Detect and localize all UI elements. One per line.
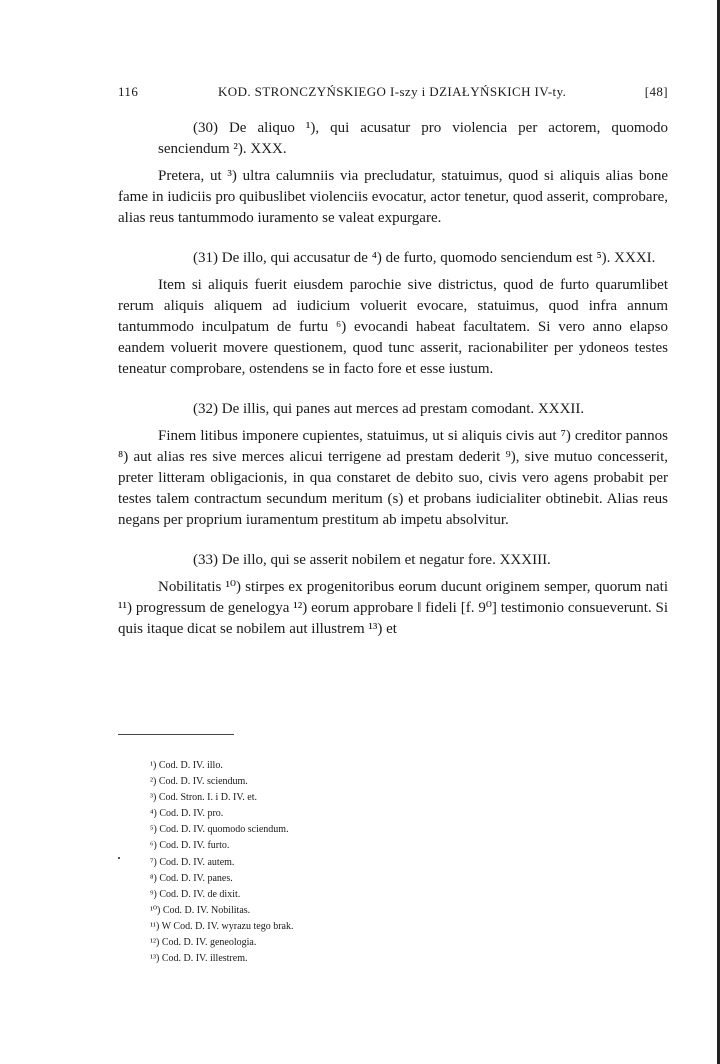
footnote: ¹²) Cod. D. IV. geneologia. (150, 937, 257, 949)
footnote: ⁸) Cod. D. IV. panes. (150, 872, 233, 884)
footnote: ⁵) Cod. D. IV. quomodo sciendum. (150, 824, 289, 836)
footnote: ⁴) Cod. D. IV. pro. (150, 808, 224, 820)
footnote: ⁶) Cod. D. IV. furto. (150, 840, 230, 852)
footnote: ³) Cod. Stron. I. i D. IV. et. (150, 792, 257, 804)
page-number: 116 (118, 84, 139, 99)
footnote: ¹¹) W Cod. D. IV. wyrazu tego brak. (150, 920, 294, 932)
footnote: ¹) Cod. D. IV. illo. (150, 760, 223, 771)
running-header (118, 84, 668, 104)
article-paragraph: Pretera, ut ³) ultra calumniis via precludatur, statuimus, quod si aliquis alias bone fame in iudiciis pro quibuslibet violenciis evocatur, actor tenetur, quod asserit, comprobare, alias reus tantummodo iuramento se valeat expurgare. (118, 168, 668, 226)
footnotes (150, 758, 450, 967)
footnote-divider (118, 734, 234, 735)
footnote: ²) Cod. D. IV. sciendum. (150, 776, 248, 788)
article-paragraph: Item si aliquis fuerit eiusdem parochie sive districtus, quod de furto quarumlibet rerum aliquis aliquem ad iudicium voluerit evocare, statuimus, quod infra annum tantummodo inculpatum de furtu ⁶) evocandi habeat facultatem. Si vero anno elapso eandem voluerit movere questionem, quod tunc asserit, racionabiliter per ydoneos testes teneatur comprobare, ostendens se in facto fore et esse iustum. (118, 277, 668, 377)
footnote: ¹³) Cod. D. IV. illestrem. (150, 953, 248, 965)
running-title: KOD. STRONCZYŃSKIEGO I-szy i DZIAŁYŃSKICH IV-ty. (218, 84, 567, 99)
article-heading: (32) De illis, qui panes aut merces ad prestam comodant. XXXII. (193, 401, 585, 417)
article-paragraph: Nobilitatis ¹⁰) stirpes ex progenitoribus eorum ducunt originem semper, quorum nati ¹¹) progressum de genelogya ¹²) eorum approbare ‖ fideli [f. 9⁰] testimonio consueverunt. Si quis itaque dicat se nobilem aut illustrem ¹³) et (118, 579, 668, 637)
stray-mark (118, 857, 120, 859)
footnote: ⁹) Cod. D. IV. de dixit. (150, 888, 241, 900)
footnote: ¹⁰) Cod. D. IV. Nobilitas. (150, 904, 251, 916)
footnote: ⁷) Cod. D. IV. autem. (150, 856, 235, 868)
article-heading: (33) De illo, qui se asserit nobilem et negatur fore. XXXIII. (193, 552, 551, 568)
article-paragraph: Finem litibus imponere cupientes, statuimus, ut si aliquis civis aut ⁷) creditor pannos ⁸) aut alias res sive merces alicui terrigene ad prestam dederit ⁹), sive mutuo concesserit, preter litteram obligacionis, in qua constaret de debito suo, civis vero agens probabit per testes talem contractum secundum meritum (s) et probans iudicialiter obtinebit. Alias reus negans per proprium iuramentum prestitum ab impetu absolvitur. (118, 428, 668, 528)
section-number: [48] (644, 84, 668, 99)
article-heading: (31) De illo, qui accusatur de ⁴) de furto, quomodo senciendum est ⁵). XXXI. (193, 250, 656, 266)
article-heading: (30) De aliquo ¹), qui acusatur pro violencia per actorem, quomodo senciendum ²). XXX. (158, 120, 668, 157)
main-text (118, 118, 668, 640)
